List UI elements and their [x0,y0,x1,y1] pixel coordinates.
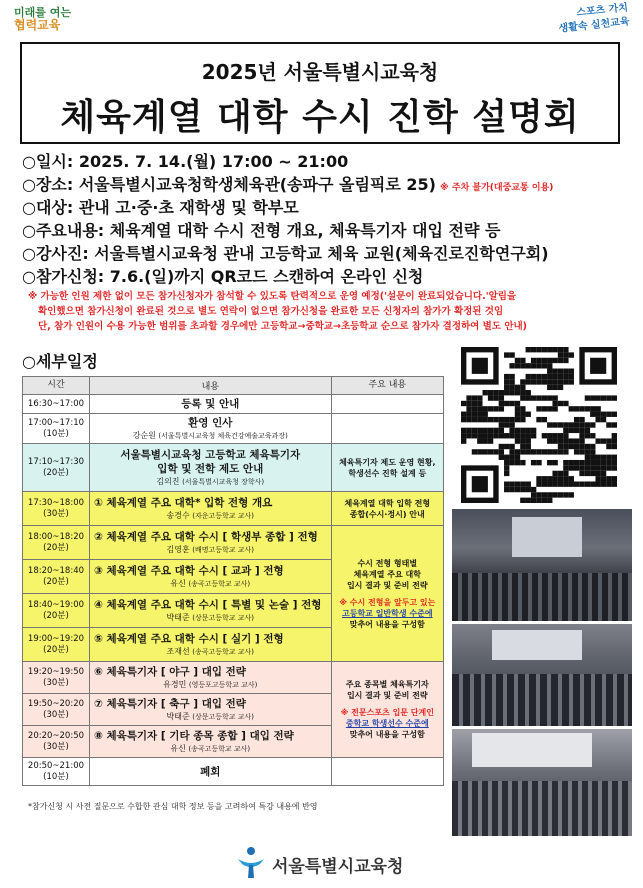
header-content: 내용 [89,377,331,395]
row-affiliation: (서울특별시교육청 체육건강예술교육과장) [158,431,288,440]
row-affiliation: (영등포고등학교 교사) [188,680,258,689]
info-target [22,197,632,218]
header-time: 시간 [23,377,90,395]
row-affiliation: (배명고등학교 교사) [192,545,255,554]
row-presenter: 유신 [170,743,186,753]
table-row [23,758,444,786]
schedule-table [22,376,444,786]
info-lecturers [22,243,632,264]
row-time: 18:20~18:40 [27,565,85,576]
info-content [22,220,632,241]
row-title: ⑦ 체육특기자 [ 축구 ] 대입 전략 [93,697,246,710]
row-time: 16:30~17:00 [27,398,85,409]
topic-note-line: 맞추어 내용을 구성함 [349,619,425,629]
row-title: 폐회 [200,765,221,778]
row-duration: (20분) [43,610,69,621]
topic-line: 종합(수시·정시) 안내 [349,509,425,519]
topic-line: 주요 종목별 체육특기자 [345,680,429,689]
slogan-logo-right [538,1,630,38]
row-affiliation: (서울특별시교육청 장학사) [182,477,265,486]
slogan-line1: 미래를 여는 [14,6,71,19]
info-content-text: ○주요내용: 체육계열 대학 수시 전형 개요, 체육특기자 대입 전략 등 [22,221,501,240]
topic-line: 수시 전형 형태별 [357,558,418,568]
footnote: *참가신청 시 사전 질문으로 수합한 관심 대학 정보 등을 고려하여 특강 내용에 반영 [28,802,318,811]
row-time: 20:20~20:50 [27,730,85,741]
info-venue [22,174,632,199]
row-title: ① 체육계열 주요 대학* 입학 전형 개요 [93,496,273,509]
table-row [23,444,444,492]
info-venue-text: ○장소: 서울특별시교육청학생체육관(송파구 올림픽로 25) [22,175,436,194]
topic-note-line: 맞추어 내용을 구성함 [349,730,425,739]
info-registration-text: ○참가신청: 7.6.(일)까지 QR코드 스캔하여 온라인 신청 [22,267,424,286]
row-duration: (30분) [43,677,69,688]
notice-line2: 확인했으면 참가신청이 완료된 것으로 별도 연락이 없으면 참가신청을 완료한 모든 신청자의 참가가 확정된 것임 [38,306,504,317]
row-duration: (30분) [43,709,69,720]
topic-line: 체육특기자 제도 운영 현황, [339,457,436,467]
row-title: ⑥ 체육특기자 [ 야구 ] 대입 전략 [93,665,246,678]
table-row [23,414,444,444]
row-presenter: 김의진 [156,476,180,486]
topic-line: 학생선수 진학 설계 등 [348,468,427,478]
slogan-logo-left [14,6,94,32]
seminar-photo-2 [452,624,632,726]
row-time: 17:10~17:30 [27,456,85,467]
row-affiliation: (송곡고등학교 교사) [188,579,251,588]
row-duration: (10분) [43,771,69,782]
table-row [23,492,444,526]
row-presenter: 유경민 [163,679,187,689]
table-row [23,662,444,694]
row-duration: (30분) [43,741,69,752]
row-title: ④ 체육계열 주요 대학 수시 [ 특별 및 논술 ] 전형 [93,598,322,611]
header-topic: 주요 내용 [331,377,443,395]
row-presenter-line [90,578,331,590]
footer-org-name: 서울특별시교육청 [272,857,404,877]
info-date-text: ○일시: 2025. 7. 14.(월) 17:00 ~ 21:00 [22,152,349,171]
row-affiliation: (송곡고등학교 교사) [192,647,255,656]
row-title: 서울특별시교육청 고등학교 체육특기자 [120,448,301,461]
table-row [23,395,444,414]
qr-code-icon[interactable] [461,347,617,503]
notice-line3: 단, 참가 인원이 수용 가능한 범위를 초과할 경우에만 고등학교→중학교→초등학교 순으로 참가자 결정하여 별도 안내) [38,321,528,332]
page-title: 체육계열 대학 수시 진학 설명회 [60,97,580,138]
row-duration: (20분) [43,576,69,587]
parking-note: ※ 주차 불가(대중교통 이용) [440,183,554,193]
slogan-line2: 협력교육 [14,18,61,32]
row-title-line2: 입학 및 전학 제도 안내 [157,462,264,475]
row-title: ③ 체육계열 주요 대학 수시 [ 교과 ] 전형 [93,564,284,577]
row-presenter-line [90,679,331,691]
row-presenter-line [90,612,331,624]
row-presenter-line [90,711,331,723]
row-time: 18:00~18:20 [27,531,85,542]
row-affiliation: (상문고등학교 교사) [192,613,255,622]
row-presenter: 박태준 [166,612,190,622]
row-title: 환영 인사 [188,416,233,429]
row-duration: (20분) [43,467,69,478]
topic-line: 입시 결과 및 준비 전략 [346,580,428,590]
row-presenter-line [90,510,331,522]
topic-note-line: ※ 전문스포츠 입문 단계인 [340,708,434,717]
schedule-heading: ○세부일정 [22,352,98,371]
row-affiliation: (자운고등학교 교사) [192,511,255,520]
row-time: 20:50~21:00 [27,760,85,771]
row-time: 17:00~17:10 [27,417,85,428]
seminar-photo-3 [452,729,632,836]
notice-line1: ※ 가능한 인원 제한 없이 모든 참가신청자가 참석할 수 있도록 탄력적으로 운영 예정('설문이 완료되었습니다.'알림을 [28,291,517,302]
row-duration: (30분) [43,508,69,519]
slogan-right-line2: 생활속 실천교육 [558,16,631,35]
row-duration: (20분) [43,542,69,553]
row-presenter: 유신 [170,578,186,588]
topic-line: 체육계열 주요 대학 [353,569,421,579]
topic-line: 체육계열 대학 입학 전형 [344,498,431,508]
row-time: 18:40~19:00 [27,599,85,610]
registration-notice [28,289,624,334]
row-title: 등록 및 안내 [181,398,240,410]
row-title: ② 체육계열 주요 대학 수시 [ 학생부 종합 ] 전형 [93,530,318,543]
row-affiliation: (송곡고등학교 교사) [188,744,251,753]
info-date [22,151,632,172]
topic-note-line: 중학교 학생선수 수준에 [345,719,429,728]
row-presenter-line [90,476,331,488]
row-time: 19:00~19:20 [27,633,85,644]
topic-note-line: 고등학교 일반학생 수준에 [342,608,433,618]
info-registration [22,266,632,287]
row-duration: (20분) [43,644,69,655]
row-title: ⑤ 체육계열 주요 대학 수시 [ 실기 ] 전형 [93,632,284,645]
row-presenter: 김영훈 [166,544,190,554]
row-presenter: 송경수 [166,510,190,520]
row-time: 19:20~19:50 [27,666,85,677]
education-office-logo-icon [234,845,268,879]
row-presenter-line [90,544,331,556]
title-box [20,42,620,144]
row-presenter: 조재선 [166,646,190,656]
seminar-photo-1 [452,509,632,621]
page-subtitle: 2025년 서울특별시교육청 [201,60,439,84]
row-title: ⑧ 체육특기자 [ 기타 종목 종합 ] 대입 전략 [93,729,294,742]
slogan-right-line1: 스포츠 가치 [575,2,629,19]
row-time: 19:50~20:20 [27,698,85,709]
row-presenter-line [90,743,331,755]
row-presenter: 박태준 [166,711,190,721]
row-affiliation: (상문고등학교 교사) [192,712,255,721]
row-presenter-line [90,430,331,442]
row-presenter: 강순원 [132,430,156,440]
topic-line: 입시 결과 및 준비 전략 [346,691,428,700]
row-time: 17:30~18:00 [27,497,85,508]
info-lecturers-text: ○강사진: 서울특별시교육청 관내 고등학교 체육 교원(체육진로진학연구회) [22,244,549,263]
table-header-row [23,377,444,395]
row-duration: (10분) [43,428,69,439]
table-row [23,526,444,560]
info-target-text: ○대상: 관내 고·중·초 재학생 및 학부모 [22,198,299,217]
row-presenter-line [90,646,331,658]
topic-note-line: ※ 수시 전형을 앞두고 있는 [339,597,436,607]
